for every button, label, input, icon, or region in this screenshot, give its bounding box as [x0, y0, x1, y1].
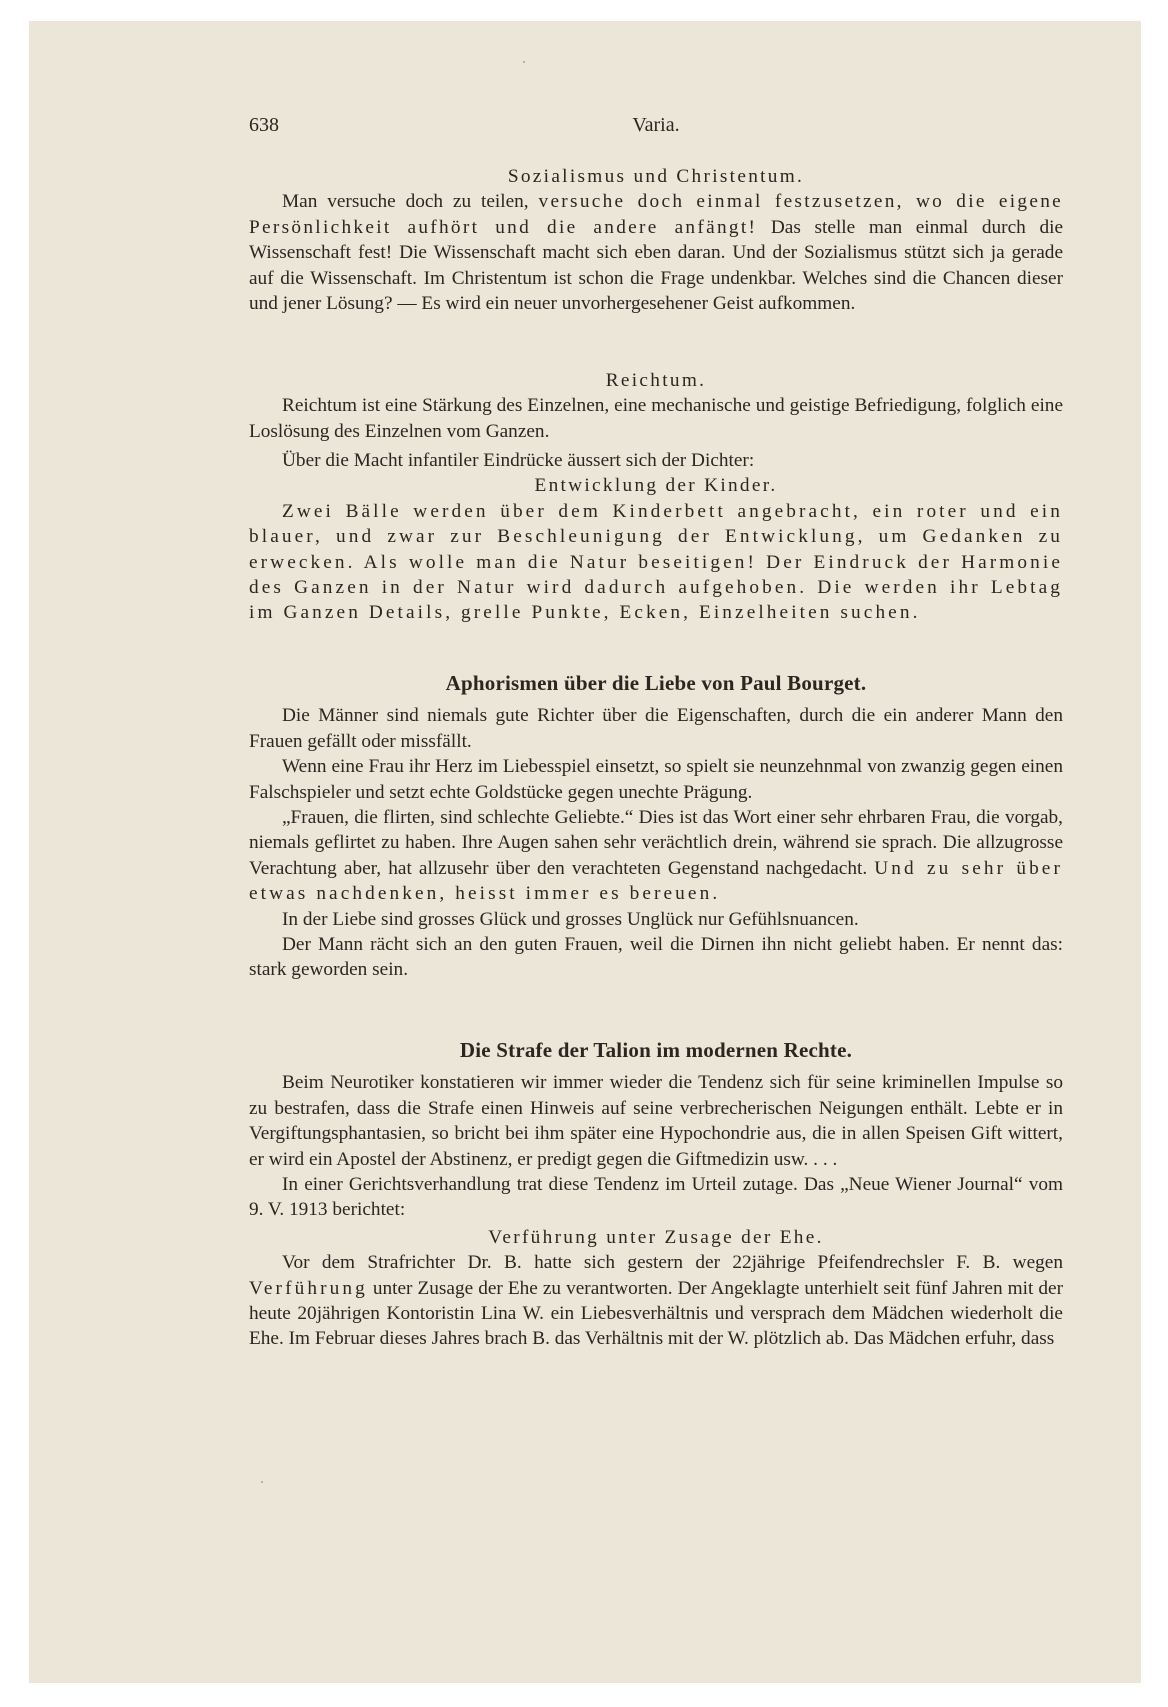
paragraph: Beim Neurotiker konstatieren wir immer wieder die Tendenz sich für seine kriminellen Impulse so zu bestrafen, dass die Strafe einen Hinweis auf seine verbrecherischen Neigungen enthält. Lebte er in Vergiftungsphantasien, so bricht bei ihm später eine Hypochondrie aus, die in allen Speisen Gift wittert, er wird ein Apostel der Abstinenz, er predigt gegen die Giftmedizin usw. . . . [249, 1072, 1063, 1170]
section-title: Reichtum. [605, 370, 707, 391]
paper-speck [261, 1481, 263, 1483]
paragraph: In einer Gerichtsverhandlung trat diese Tendenz im Urteil zutage. Das „Neue Wiener Journal“ vom 9. V. 1913 berichtet: [249, 1174, 1063, 1221]
running-title: Varia. [632, 114, 680, 136]
section-heading: Aphorismen über die Liebe von Paul Bourget. [445, 671, 867, 695]
page-sheet [29, 21, 1141, 1683]
section-reichtum [249, 368, 1063, 444]
spaced-paragraph: Zwei Bälle werden über dem Kinderbett angebracht, ein roter und ein blauer, und zwar zur Beschleunigung der Entwicklung, um Gedanken zu erwecken. Als wolle man die Natur beseitigen! Der Eindruck der Harmonie des Ganzen in der Natur wird dadurch aufgehoben. Die werden ihr Lebtag im Ganzen Details, grelle Punkte, Ecken, Einzelheiten suchen. [249, 500, 1063, 624]
paragraph: Reichtum ist eine Stärkung des Einzelnen, eine mechanische und geistige Befriedigung, folglich eine Loslösung des Einzelnen vom Ganzen. [249, 395, 1063, 442]
paragraph [249, 805, 1063, 907]
section-title: Entwicklung der Kinder. [534, 475, 778, 497]
paragraph: Wenn eine Frau ihr Herz im Liebesspiel einsetzt, so spielt sie neunzehnmal von zwanzig gegen einen Falschspieler und setzt echte Goldstücke gegen unechte Prägung. [249, 756, 1063, 803]
page-number: 638 [249, 114, 279, 136]
text-run: Man versuche doch zu teilen, [282, 191, 539, 213]
section-talion [249, 1038, 1063, 1352]
text-run: „Frauen, die flirten, sind schlechte Geliebte.“ Dies ist das Wort einer sehr ehrbaren Frau, die vorgab, niemals geflirtet zu haben. Ihre Augen sahen sehr verächtlich drein, während sie sprach. Die allzugrosse Verachtung aber, hat allzusehr über den verachteten Gegenstand nachgedacht. [249, 807, 1063, 879]
intro-line: Über die Macht infantiler Eindrücke äussert sich der Dichter: [282, 450, 755, 471]
paragraph: Der Mann rächt sich an den guten Frauen, weil die Dirnen ihn nicht geliebt haben. Er nennt das: stark geworden sein. [249, 934, 1063, 981]
section-aphorismen [249, 671, 1063, 983]
section-heading: Die Strafe der Talion im modernen Rechte. [459, 1038, 853, 1062]
paragraph: In der Liebe sind grosses Glück und grosses Unglück nur Gefühlsnuancen. [282, 908, 859, 930]
spaced-text-run: Und zu sehr über etwas nachdenken, heisst immer es bereuen. [249, 857, 1063, 905]
paper-speck [523, 61, 525, 63]
report-title: Verführung unter Zusage der Ehe. [488, 1226, 824, 1248]
paragraph [249, 189, 1063, 316]
text-run: Das stelle man einmal durch die Wissenschaft fest! Die Wissenschaft macht sich eben daran. Und der Sozialismus stützt sich ja gerade auf die Wissenschaft. Im Christentum ist schon die Frage undenkbar. Welches sind die Chancen dieser und jener Lösung? — Es wird ein neuer unvorhergesehener Geist aufkommen. [249, 216, 1064, 315]
text-run: unter Zusage der Ehe zu verantworten. Der Angeklagte unterhielt seit fünf Jahren mit der heute 20jährigen Kontoristin Lina W. ein Liebesverhältnis und versprach dem Mädchen wiederholt die Ehe. Im Februar dieses Jahres brach B. das Verhältnis mit der W. plötzlich ab. Das Mädchen erfuhr, dass [249, 1277, 1063, 1350]
paragraph [249, 1250, 1063, 1352]
paragraph: Die Männer sind niemals gute Richter über die Eigenschaften, durch die ein anderer Mann den Frauen gefällt oder missfällt. [249, 705, 1063, 752]
text-run: Vor dem Strafrichter Dr. B. hatte sich gestern der 22jährige Pfeifendrechsler F. B. wegen [282, 1252, 1063, 1274]
spaced-text-run: Verführung [249, 1277, 368, 1299]
spaced-text-run: versuche doch einmal festzusetzen, wo die eigene Persönlichkeit aufhört und die andere anfängt! [249, 191, 1063, 238]
running-head [249, 113, 1063, 143]
section-sozialismus [249, 164, 1063, 316]
section-title: Sozialismus und Christentum. [507, 166, 805, 187]
section-entwicklung [249, 448, 1063, 626]
